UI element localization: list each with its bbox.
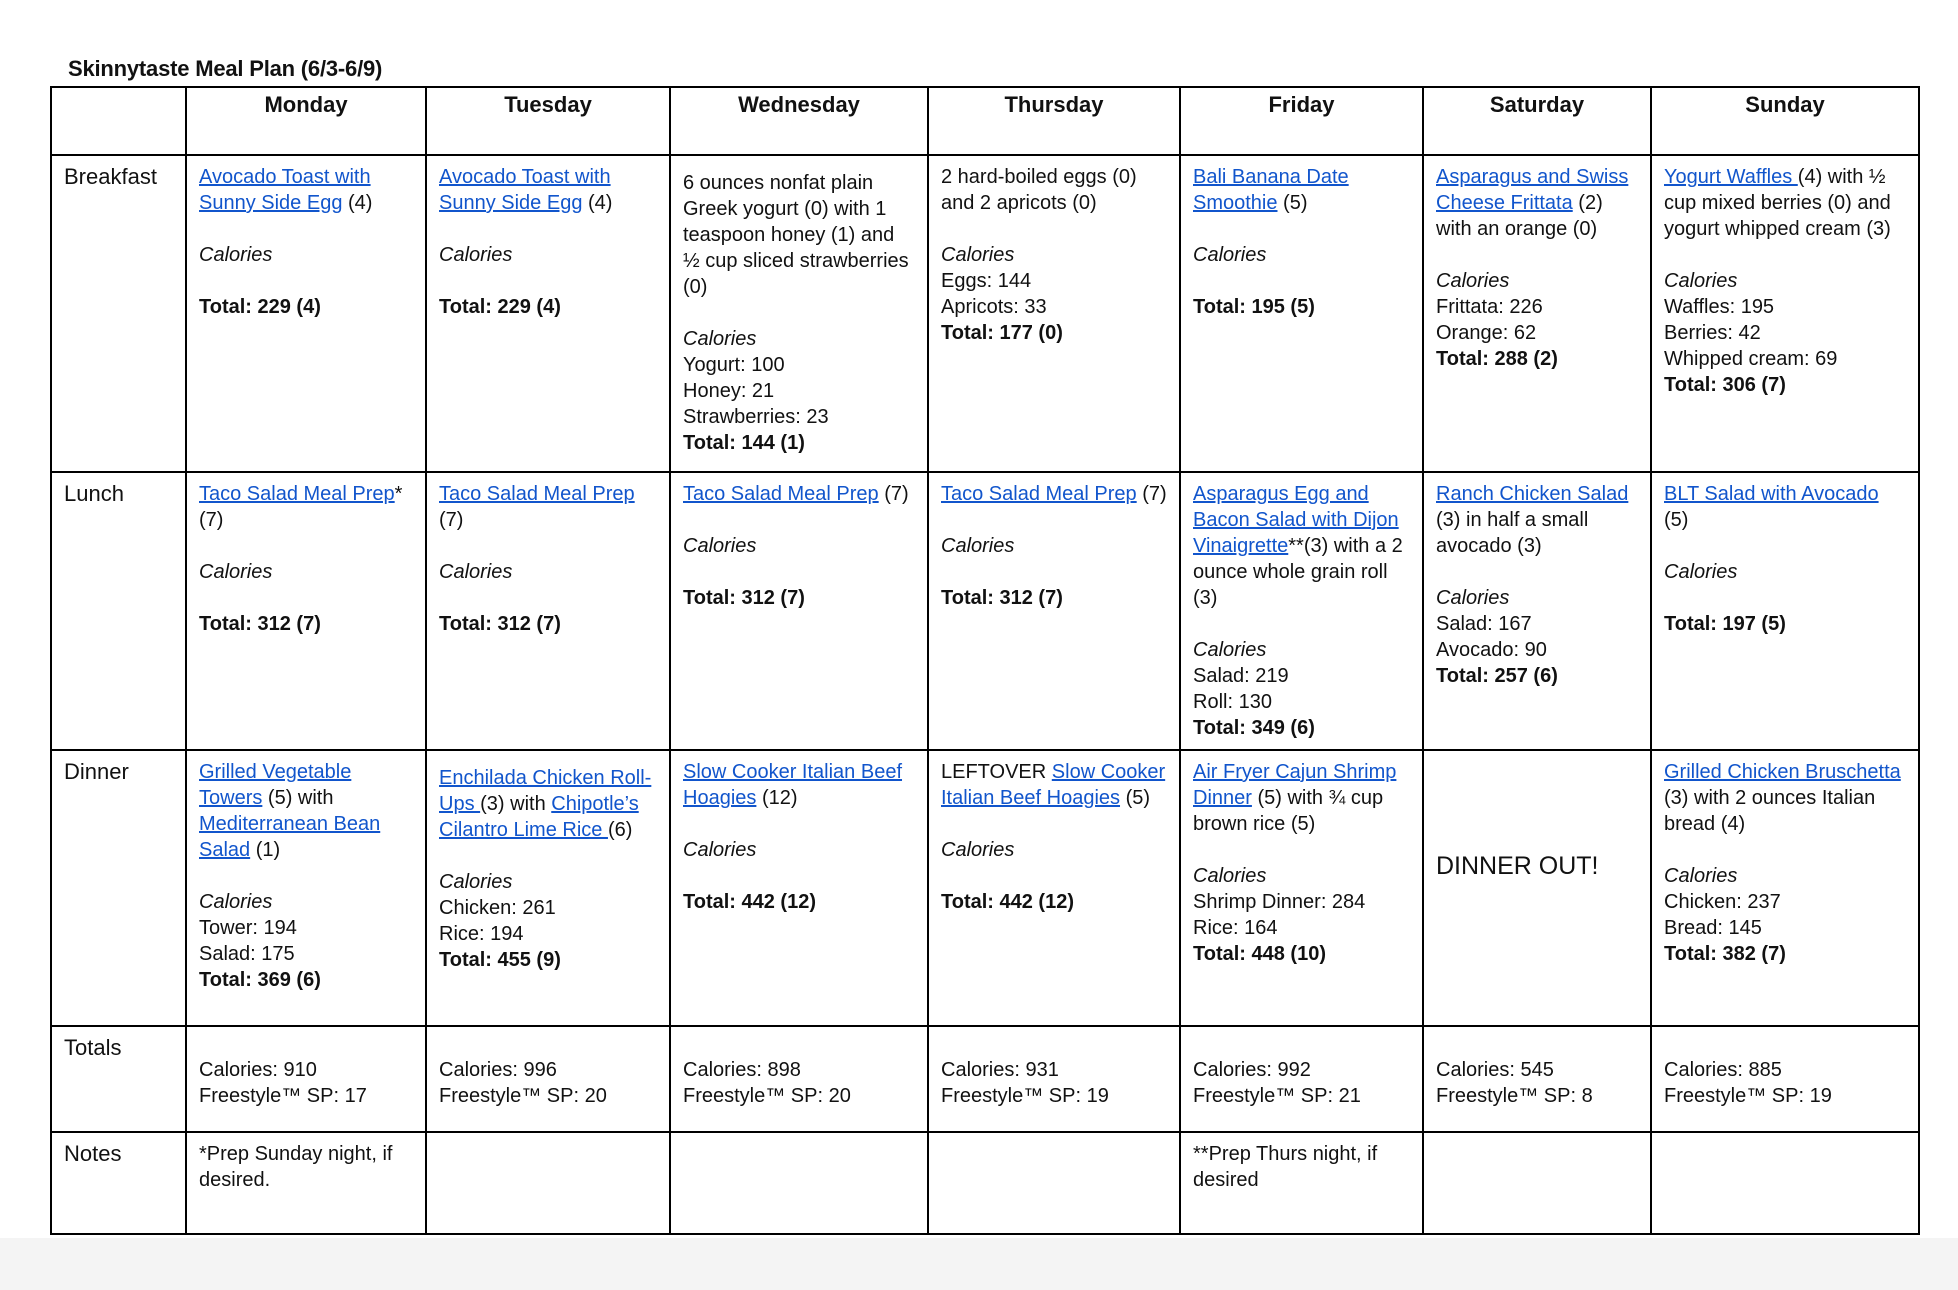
totals-saturday bbox=[1423, 1026, 1651, 1132]
calories-label: Calories bbox=[1193, 865, 1267, 887]
recipe-link[interactable]: Slow Cooker Italian Beef Hoagies bbox=[941, 761, 1166, 809]
meal-total: Total: 369 (6) bbox=[199, 969, 321, 991]
dinner-saturday bbox=[1423, 750, 1651, 1026]
recipe-link[interactable]: Asparagus Egg and Bacon Salad with Dijon Vinaigrette bbox=[1193, 483, 1399, 557]
meal-total: Total: 312 (7) bbox=[941, 587, 1063, 609]
breakfast-row bbox=[51, 155, 1919, 472]
total-calories: Calories: 996 bbox=[439, 1059, 557, 1081]
calories-label: Calories bbox=[439, 244, 513, 266]
day-header-monday: Monday bbox=[186, 87, 426, 155]
meal-total: Total: 442 (12) bbox=[941, 891, 1074, 913]
dinner-monday: Grilled Vegetable Towers (5) with Mediterranean Bean Salad (1) Calories Tower: 194 Salad: 175 Total: 369 (6) bbox=[186, 750, 426, 1026]
meal-total: Total: 257 (6) bbox=[1436, 665, 1558, 687]
lunch-tuesday: Taco Salad Meal Prep (7) Calories Total: 312 (7) bbox=[426, 472, 670, 750]
total-calories: Calories: 910 bbox=[199, 1059, 317, 1081]
recipe-link[interactable]: Taco Salad Meal Prep bbox=[683, 483, 879, 505]
calorie-line: Honey: 21 bbox=[683, 380, 775, 402]
calorie-line: Tower: 194 bbox=[199, 917, 297, 939]
dinner-row bbox=[51, 750, 1919, 1026]
note-text: **Prep Thurs night, if desired bbox=[1193, 1143, 1378, 1191]
recipe-link[interactable]: Taco Salad Meal Prep bbox=[199, 483, 395, 505]
breakfast-tuesday: Avocado Toast with Sunny Side Egg (4) Calories Total: 229 (4) bbox=[426, 155, 670, 472]
meal-total: Total: 442 (12) bbox=[683, 891, 816, 913]
calorie-line: Roll: 130 bbox=[1193, 691, 1272, 713]
recipe-link[interactable]: Avocado Toast with Sunny Side Egg bbox=[199, 166, 371, 214]
calorie-line: Chicken: 261 bbox=[439, 897, 556, 919]
notes-thursday bbox=[928, 1132, 1180, 1234]
meal-total: Total: 349 (6) bbox=[1193, 717, 1315, 739]
calories-label: Calories bbox=[199, 891, 273, 913]
calorie-line: Frittata: 226 bbox=[1436, 296, 1543, 318]
meal-total: Total: 312 (7) bbox=[199, 613, 321, 635]
meal-description: 2 hard-boiled eggs (0) and 2 apricots (0) bbox=[941, 166, 1137, 214]
day-header-thursday: Thursday bbox=[928, 87, 1180, 155]
calories-label: Calories bbox=[439, 561, 513, 583]
meal-total: Total: 197 (5) bbox=[1664, 613, 1786, 635]
breakfast-sunday: Yogurt Waffles (4) with ½ cup mixed berries (0) and yogurt whipped cream (3) Calories Waffles: 195 Berries: 42 Whipped cream: 69 Total: 306 (7) bbox=[1651, 155, 1919, 472]
dinner-out-label: DINNER OUT! bbox=[1436, 852, 1599, 880]
total-calories: Calories: 545 bbox=[1436, 1059, 1554, 1081]
recipe-link[interactable]: Avocado Toast with Sunny Side Egg bbox=[439, 166, 611, 214]
calories-label: Calories bbox=[941, 244, 1015, 266]
breakfast-monday: Avocado Toast with Sunny Side Egg (4) Calories Total: 229 (4) bbox=[186, 155, 426, 472]
dinner-thursday: LEFTOVER Slow Cooker Italian Beef Hoagies (5) Calories Total: 442 (12) bbox=[928, 750, 1180, 1026]
recipe-link[interactable]: Bali Banana Date Smoothie bbox=[1193, 166, 1349, 214]
breakfast-saturday: Asparagus and Swiss Cheese Frittata (2) with an orange (0) Calories Frittata: 226 Orange: 62 Total: 288 (2) bbox=[1423, 155, 1651, 472]
meal-plan-table bbox=[50, 86, 1920, 1235]
notes-wednesday bbox=[670, 1132, 928, 1234]
calories-label: Calories bbox=[199, 561, 273, 583]
meal-total: Total: 382 (7) bbox=[1664, 943, 1786, 965]
calories-label: Calories bbox=[683, 328, 757, 350]
calories-label: Calories bbox=[1664, 561, 1738, 583]
notes-tuesday bbox=[426, 1132, 670, 1234]
calorie-line: Apricots: 33 bbox=[941, 296, 1047, 318]
notes-sunday bbox=[1651, 1132, 1919, 1234]
lunch-saturday: Ranch Chicken Salad (3) in half a small avocado (3) Calories Salad: 167 Avocado: 90 Total: 257 (6) bbox=[1423, 472, 1651, 750]
total-smartpoints: Freestyle™ SP: 20 bbox=[683, 1085, 851, 1107]
totals-row bbox=[51, 1026, 1919, 1132]
recipe-link[interactable]: Enchilada Chicken Roll-Ups bbox=[439, 767, 652, 815]
total-smartpoints: Freestyle™ SP: 20 bbox=[439, 1085, 607, 1107]
total-smartpoints: Freestyle™ SP: 19 bbox=[941, 1085, 1109, 1107]
recipe-link[interactable]: BLT Salad with Avocado bbox=[1664, 483, 1879, 505]
day-header-saturday: Saturday bbox=[1423, 87, 1651, 155]
day-header-friday: Friday bbox=[1180, 87, 1423, 155]
calorie-line: Yogurt: 100 bbox=[683, 354, 785, 376]
recipe-link[interactable]: Ranch Chicken Salad bbox=[1436, 483, 1629, 505]
dinner-sunday: Grilled Chicken Bruschetta (3) with 2 ounces Italian bread (4) Calories Chicken: 237 Bread: 145 Total: 382 (7) bbox=[1651, 750, 1919, 1026]
total-smartpoints: Freestyle™ SP: 21 bbox=[1193, 1085, 1361, 1107]
recipe-link[interactable]: Taco Salad Meal Prep bbox=[941, 483, 1137, 505]
meal-total: Total: 306 (7) bbox=[1664, 374, 1786, 396]
total-calories: Calories: 885 bbox=[1664, 1059, 1782, 1081]
corner-cell bbox=[51, 87, 186, 155]
meal-total: Total: 229 (4) bbox=[199, 296, 321, 318]
total-smartpoints: Freestyle™ SP: 17 bbox=[199, 1085, 367, 1107]
recipe-link[interactable]: Grilled Vegetable Towers bbox=[199, 761, 352, 809]
calories-label: Calories bbox=[1664, 270, 1738, 292]
totals-friday bbox=[1180, 1026, 1423, 1132]
dinner-friday: Air Fryer Cajun Shrimp Dinner (5) with ¾ cup brown rice (5) Calories Shrimp Dinner: 284 Rice: 164 Total: 448 (10) bbox=[1180, 750, 1423, 1026]
lunch-row bbox=[51, 472, 1919, 750]
recipe-link[interactable]: Yogurt Waffles bbox=[1664, 166, 1798, 188]
notes-monday bbox=[186, 1132, 426, 1234]
calorie-line: Rice: 194 bbox=[439, 923, 524, 945]
total-smartpoints: Freestyle™ SP: 19 bbox=[1664, 1085, 1832, 1107]
lunch-monday: Taco Salad Meal Prep* (7) Calories Total: 312 (7) bbox=[186, 472, 426, 750]
calorie-line: Salad: 175 bbox=[199, 943, 295, 965]
recipe-link[interactable]: Chipotle’s Cilantro Lime Rice bbox=[439, 793, 639, 841]
calories-label: Calories bbox=[1193, 639, 1267, 661]
recipe-link[interactable]: Asparagus and Swiss Cheese Frittata bbox=[1436, 166, 1629, 214]
total-smartpoints: Freestyle™ SP: 8 bbox=[1436, 1085, 1593, 1107]
meal-total: Total: 455 (9) bbox=[439, 949, 561, 971]
calories-label: Calories bbox=[941, 839, 1015, 861]
calories-label: Calories bbox=[199, 244, 273, 266]
calories-label: Calories bbox=[439, 871, 513, 893]
recipe-link[interactable]: Air Fryer Cajun Shrimp Dinner bbox=[1193, 761, 1397, 809]
meal-total: Total: 229 (4) bbox=[439, 296, 561, 318]
calorie-line: Eggs: 144 bbox=[941, 270, 1032, 292]
calorie-line: Waffles: 195 bbox=[1664, 296, 1775, 318]
notes-row bbox=[51, 1132, 1919, 1234]
breakfast-wednesday bbox=[670, 155, 928, 472]
dinner-tuesday: Enchilada Chicken Roll-Ups (3) with Chipotle’s Cilantro Lime Rice (6) Calories Chicken: 261 Rice: 194 Total: 455 (9) bbox=[426, 750, 670, 1026]
calories-label: Calories bbox=[683, 535, 757, 557]
calorie-line: Orange: 62 bbox=[1436, 322, 1537, 344]
meal-total: Total: 144 (1) bbox=[683, 432, 805, 454]
meal-total: Total: 177 (0) bbox=[941, 322, 1063, 344]
calorie-line: Rice: 164 bbox=[1193, 917, 1278, 939]
meal-total: Total: 448 (10) bbox=[1193, 943, 1326, 965]
calorie-line: Salad: 167 bbox=[1436, 613, 1532, 635]
calories-label: Calories bbox=[1436, 270, 1510, 292]
notes-saturday bbox=[1423, 1132, 1651, 1234]
total-calories: Calories: 931 bbox=[941, 1059, 1059, 1081]
calorie-line: Shrimp Dinner: 284 bbox=[1193, 891, 1366, 913]
calories-label: Calories bbox=[1193, 244, 1267, 266]
day-header-sunday: Sunday bbox=[1651, 87, 1919, 155]
calories-label: Calories bbox=[1436, 587, 1510, 609]
recipe-link[interactable]: Slow Cooker Italian Beef Hoagies bbox=[683, 761, 903, 809]
totals-monday bbox=[186, 1026, 426, 1132]
calories-label: Calories bbox=[1664, 865, 1738, 887]
total-calories: Calories: 992 bbox=[1193, 1059, 1311, 1081]
row-label-breakfast: Breakfast bbox=[51, 155, 186, 472]
calorie-line: Bread: 145 bbox=[1664, 917, 1762, 939]
calorie-line: Berries: 42 bbox=[1664, 322, 1761, 344]
meal-total: Total: 195 (5) bbox=[1193, 296, 1315, 318]
row-label-lunch: Lunch bbox=[51, 472, 186, 750]
calories-label: Calories bbox=[683, 839, 757, 861]
totals-sunday bbox=[1651, 1026, 1919, 1132]
meal-total: Total: 288 (2) bbox=[1436, 348, 1558, 370]
calorie-line: Chicken: 237 bbox=[1664, 891, 1781, 913]
lunch-sunday: BLT Salad with Avocado (5) Calories Total: 197 (5) bbox=[1651, 472, 1919, 750]
page-bottom-band bbox=[0, 1238, 1958, 1290]
meal-description: 6 ounces nonfat plain Greek yogurt (0) with 1 teaspoon honey (1) and ½ cup sliced strawberries (0) bbox=[683, 172, 909, 298]
total-calories: Calories: 898 bbox=[683, 1059, 801, 1081]
recipe-link[interactable]: Grilled Chicken Bruschetta bbox=[1664, 761, 1901, 783]
lunch-friday: Asparagus Egg and Bacon Salad with Dijon Vinaigrette**(3) with a 2 ounce whole grain roll (3) Calories Salad: 219 Roll: 130 Total: 349 (6) bbox=[1180, 472, 1423, 750]
header-row bbox=[51, 87, 1919, 155]
recipe-link[interactable]: Taco Salad Meal Prep bbox=[439, 483, 635, 505]
day-header-tuesday: Tuesday bbox=[426, 87, 670, 155]
day-header-wednesday: Wednesday bbox=[670, 87, 928, 155]
notes-friday bbox=[1180, 1132, 1423, 1234]
dinner-wednesday: Slow Cooker Italian Beef Hoagies (12) Calories Total: 442 (12) bbox=[670, 750, 928, 1026]
calories-label: Calories bbox=[941, 535, 1015, 557]
breakfast-thursday bbox=[928, 155, 1180, 472]
lunch-wednesday: Taco Salad Meal Prep (7) Calories Total: 312 (7) bbox=[670, 472, 928, 750]
totals-wednesday bbox=[670, 1026, 928, 1132]
recipe-link[interactable]: Mediterranean Bean Salad bbox=[199, 813, 381, 861]
calorie-line: Salad: 219 bbox=[1193, 665, 1289, 687]
calorie-line: Avocado: 90 bbox=[1436, 639, 1547, 661]
meal-total: Total: 312 (7) bbox=[439, 613, 561, 635]
meal-total: Total: 312 (7) bbox=[683, 587, 805, 609]
row-label-totals: Totals bbox=[51, 1026, 186, 1132]
note-text: *Prep Sunday night, if desired. bbox=[199, 1143, 393, 1191]
row-label-dinner: Dinner bbox=[51, 750, 186, 1026]
row-label-notes: Notes bbox=[51, 1132, 186, 1234]
page-title: Skinnytaste Meal Plan (6/3-6/9) bbox=[68, 56, 383, 81]
breakfast-friday: Bali Banana Date Smoothie (5) Calories Total: 195 (5) bbox=[1180, 155, 1423, 472]
calorie-line: Strawberries: 23 bbox=[683, 406, 829, 428]
lunch-thursday: Taco Salad Meal Prep (7) Calories Total: 312 (7) bbox=[928, 472, 1180, 750]
totals-thursday bbox=[928, 1026, 1180, 1132]
totals-tuesday bbox=[426, 1026, 670, 1132]
calorie-line: Whipped cream: 69 bbox=[1664, 348, 1838, 370]
